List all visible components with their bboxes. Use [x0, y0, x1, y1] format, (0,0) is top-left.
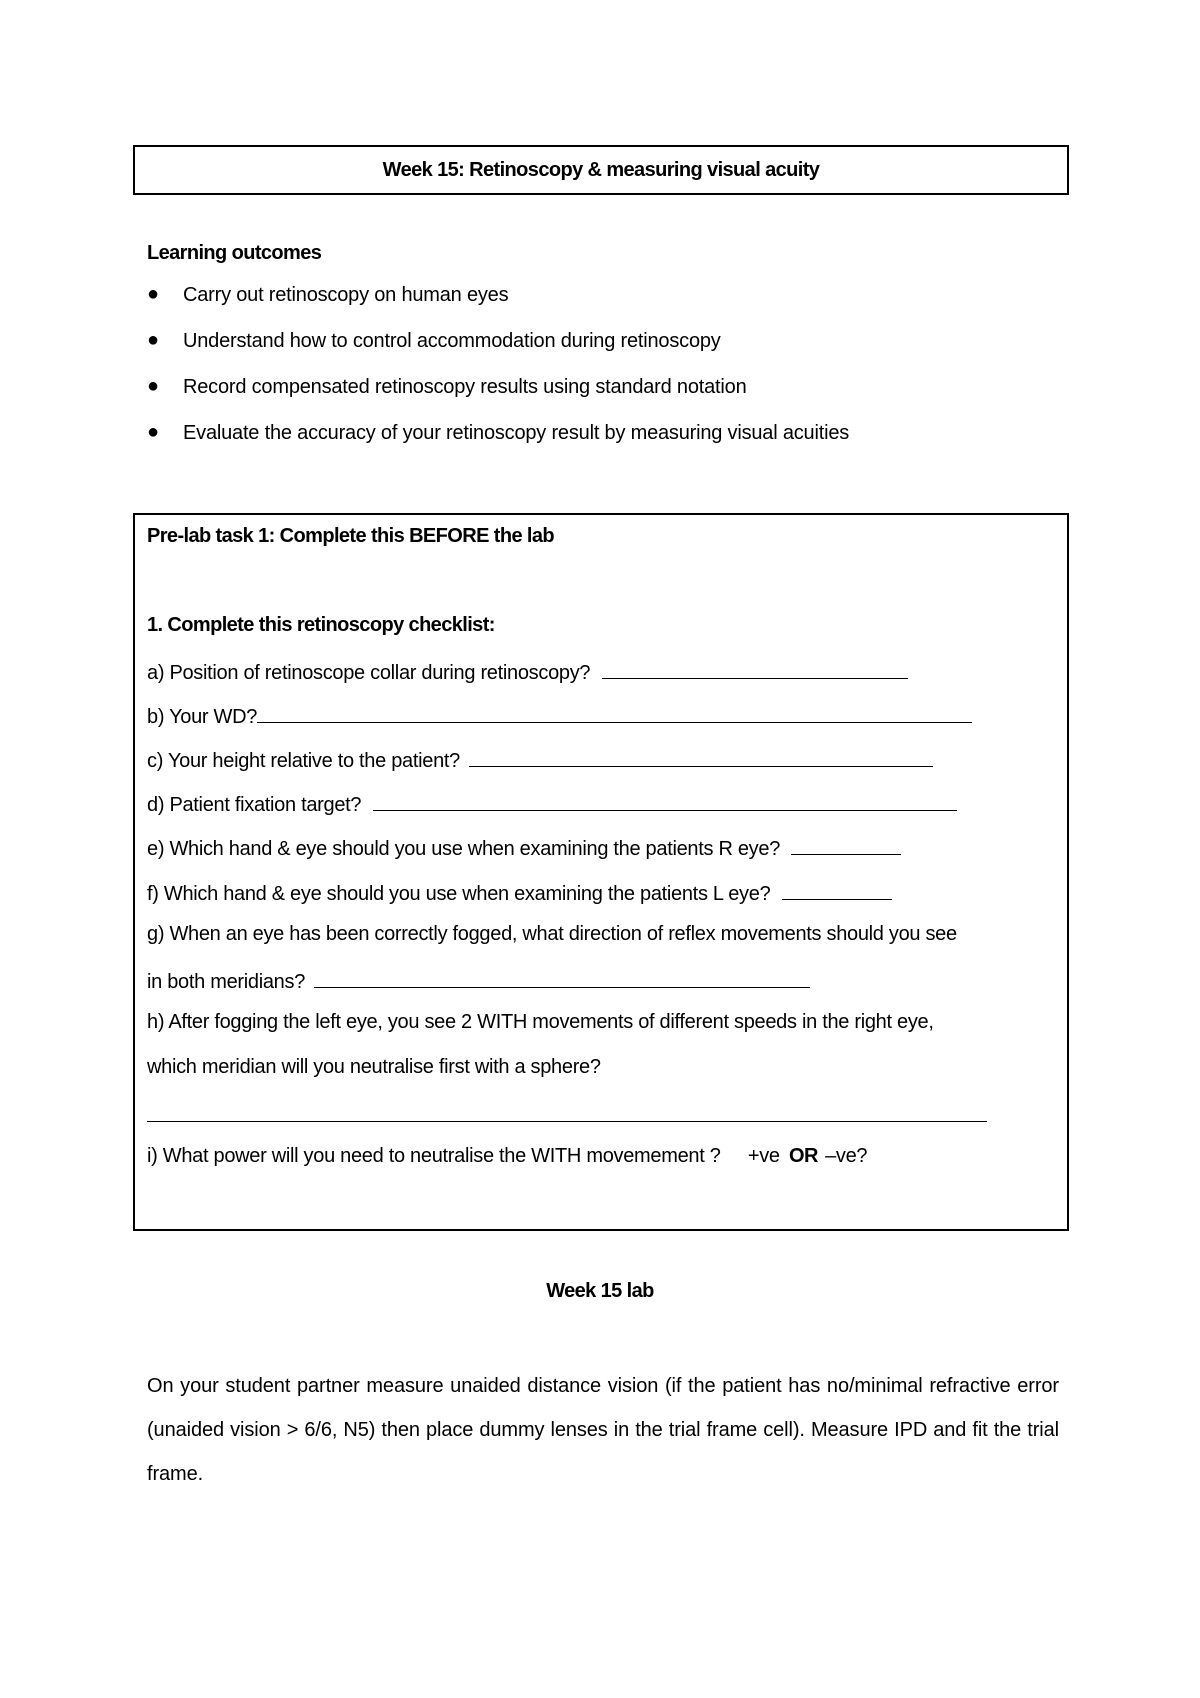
bullet-icon: ● — [147, 283, 159, 305]
question-g-line1: g) When an eye has been correctly fogged, what direction of reflex movements should you see — [147, 923, 957, 945]
bullet-icon: ● — [147, 421, 159, 443]
page-title: Week 15: Retinoscopy & measuring visual acuity — [382, 158, 820, 181]
answer-b-field[interactable] — [257, 702, 972, 723]
question-f — [147, 879, 892, 906]
answer-c-field[interactable] — [469, 746, 933, 767]
option-positive[interactable]: +ve — [747, 1145, 780, 1167]
question-d — [147, 790, 957, 817]
question-h-line1: h) After fogging the left eye, you see 2 WITH movements of different speeds in the right eye, — [147, 1011, 934, 1033]
bullet-icon: ● — [147, 375, 159, 397]
answer-e-field[interactable] — [791, 834, 901, 855]
question-i-text: i) What power will you need to neutralise the WITH movemement ? — [147, 1145, 721, 1167]
question-c-text: c) Your height relative to the patient? — [147, 750, 460, 772]
lab-heading: Week 15 lab — [546, 1280, 654, 1302]
answer-d-field[interactable] — [373, 790, 957, 811]
question-a — [147, 658, 908, 685]
question-c — [147, 746, 933, 773]
question-f-text: f) Which hand & eye should you use when examining the patients L eye? — [147, 883, 771, 905]
list-item — [147, 330, 849, 376]
list-item-text: Understand how to control accommodation during retinoscopy — [183, 330, 721, 352]
list-item-text: Carry out retinoscopy on human eyes — [183, 284, 509, 306]
lab-instructions: On your student partner measure unaided distance vision (if the patient has no/minimal refractive error (unaided vision > 6/6, N5) then place dummy lenses in the trial frame cell). Measure IPD and fit the trial frame. — [147, 1375, 1059, 1485]
answer-g-field[interactable] — [314, 967, 810, 988]
list-item-text: Evaluate the accuracy of your retinoscopy result by measuring visual acuities — [183, 422, 850, 444]
question-e — [147, 834, 901, 861]
list-item — [147, 284, 849, 330]
answer-f-field[interactable] — [782, 879, 892, 900]
checklist-heading: 1. Complete this retinoscopy checklist: — [147, 614, 495, 636]
question-d-text: d) Patient fixation target? — [147, 794, 362, 816]
question-h-line2: which meridian will you neutralise first with a sphere? — [147, 1056, 601, 1078]
learning-outcomes-list — [147, 284, 849, 468]
question-b-text: b) Your WD? — [147, 706, 258, 728]
option-or-label: OR — [789, 1145, 818, 1167]
question-g-text: in both meridians? — [147, 971, 306, 993]
list-item — [147, 376, 849, 422]
question-g-line2 — [147, 967, 810, 994]
question-b — [147, 702, 972, 729]
answer-a-field[interactable] — [602, 658, 908, 679]
question-i — [147, 1145, 867, 1168]
question-e-text: e) Which hand & eye should you use when examining the patients R eye? — [147, 838, 781, 860]
answer-h-field[interactable] — [147, 1121, 987, 1122]
list-item — [147, 422, 849, 468]
title-box — [133, 145, 1069, 195]
prelab-heading: Pre-lab task 1: Complete this BEFORE the lab — [147, 525, 555, 547]
option-negative[interactable]: –ve? — [825, 1145, 868, 1167]
list-item-text: Record compensated retinoscopy results using standard notation — [183, 376, 747, 398]
learning-outcomes-heading: Learning outcomes — [147, 242, 322, 264]
question-a-text: a) Position of retinoscope collar during retinoscopy? — [147, 662, 591, 684]
prelab-task-box — [133, 513, 1069, 1231]
bullet-icon: ● — [147, 329, 159, 351]
